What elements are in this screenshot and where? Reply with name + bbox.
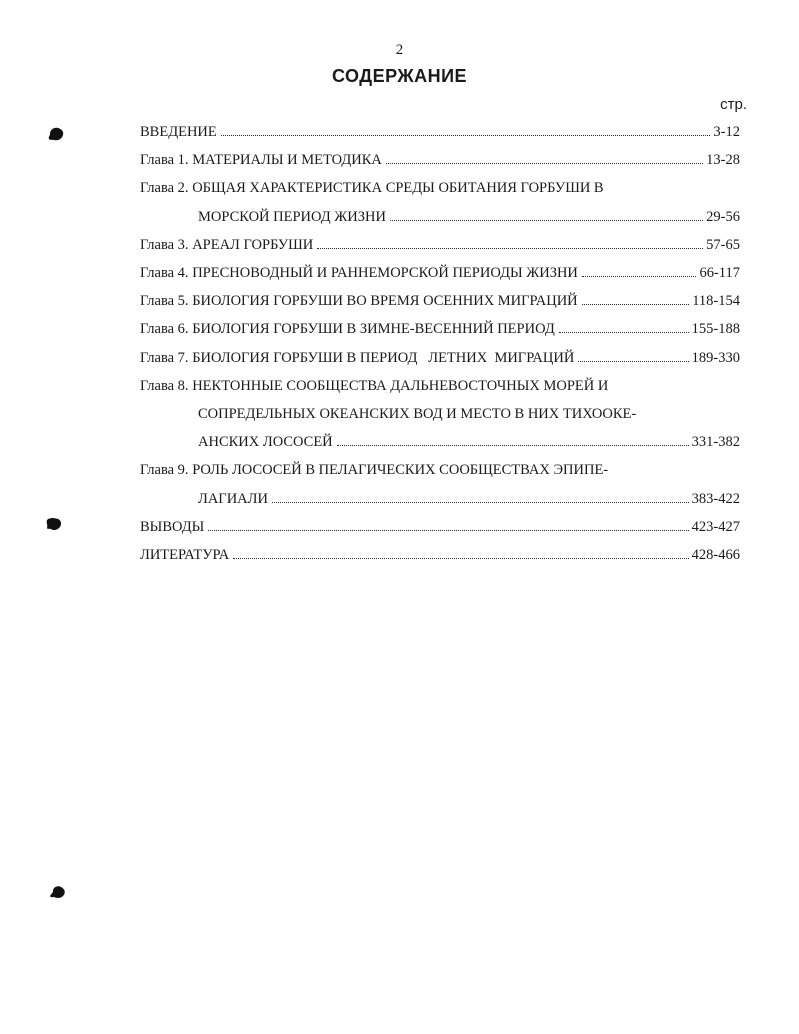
chapter-label: Глава 8.: [140, 377, 189, 394]
punch-hole-icon: [49, 884, 67, 900]
dot-leader: [582, 290, 690, 305]
toc-entry-title: НЕКТОННЫЕ СООБЩЕСТВА ДАЛЬНЕВОСТОЧНЫХ МОРЕЙ И: [192, 377, 609, 394]
toc-entry-line: [140, 177, 740, 199]
page-column-label: стр.: [720, 96, 747, 113]
toc-entry-title: АРЕАЛ ГОРБУШИ: [192, 236, 314, 253]
toc-page-range: 3-12: [713, 124, 740, 140]
chapter-label: Глава 7.: [140, 349, 189, 366]
dot-leader: [221, 121, 711, 136]
toc-page-range: 66-117: [699, 265, 740, 281]
toc-entry-line: [140, 121, 740, 143]
punch-hole-icon: [45, 516, 63, 532]
toc-entry-title: БИОЛОГИЯ ГОРБУШИ В ПЕРИОД ЛЕТНИХ МИГРАЦИЙ: [192, 349, 575, 366]
chapter-label: Глава 4.: [140, 265, 189, 281]
dot-leader: [337, 431, 689, 446]
toc-entry-title: БИОЛОГИЯ ГОРБУШИ ВО ВРЕМЯ ОСЕННИХ МИГРАЦИЙ: [192, 293, 578, 310]
dot-leader: [208, 516, 688, 531]
toc-entry-title: ВЫВОДЫ: [140, 518, 205, 535]
toc-page-range: 189-330: [691, 349, 740, 366]
toc-entry-line: [140, 262, 740, 284]
chapter-label: Глава 5.: [140, 293, 189, 310]
toc-entry-line: [140, 516, 740, 538]
toc-page-range: 428-466: [691, 547, 740, 563]
toc-entry-title: БИОЛОГИЯ ГОРБУШИ В ЗИМНЕ-ВЕСЕННИЙ ПЕРИОД: [192, 321, 555, 338]
dot-leader: [233, 544, 688, 559]
toc-entry-line: [198, 403, 740, 425]
toc-page-range: 13-28: [706, 152, 740, 169]
dot-leader: [582, 262, 697, 277]
toc-title: СОДЕРЖАНИЕ: [331, 66, 468, 86]
toc-entry-title: ВВЕДЕНИЕ: [140, 124, 217, 140]
toc-entry-title: ПРЕСНОВОДНЫЙ И РАННЕМОРСКОЙ ПЕРИОДЫ ЖИЗНИ: [192, 265, 578, 281]
toc-entry-title: СОПРЕДЕЛЬНЫХ ОКЕАНСКИХ ВОД И МЕСТО В НИХ ТИХООКЕ-: [198, 406, 637, 422]
toc-page-range: 57-65: [706, 236, 740, 253]
page-number: 2: [395, 42, 404, 58]
toc-entry-line: [140, 318, 740, 340]
dot-leader: [272, 488, 689, 503]
dot-leader: [559, 318, 689, 333]
toc-page-range: 118-154: [692, 293, 740, 310]
chapter-label: Глава 1.: [140, 152, 189, 169]
toc-entry-line: [140, 459, 740, 481]
toc-entry-line: [140, 544, 740, 566]
toc-page-range: 29-56: [706, 208, 740, 225]
toc-entry-line: [198, 206, 740, 228]
toc-entry-line: [140, 375, 740, 397]
toc-entry-line: [140, 347, 740, 369]
toc-entry-title: ЛИТЕРАТУРА: [140, 547, 230, 563]
toc-entry-line: [140, 149, 740, 171]
toc-entry-title: ЛАГИАЛИ: [198, 490, 268, 507]
toc-entry-title: РОЛЬ ЛОСОСЕЙ В ПЕЛАГИЧЕСКИХ СООБЩЕСТВАХ ЭПИПЕ-: [192, 462, 609, 479]
toc-page-range: 383-422: [691, 490, 740, 507]
toc-entry-line: [198, 431, 740, 453]
punch-hole-icon: [47, 126, 65, 142]
dot-leader: [386, 149, 703, 164]
toc-entry-title: ОБЩАЯ ХАРАКТЕРИСТИКА СРЕДЫ ОБИТАНИЯ ГОРБУШИ В: [192, 180, 604, 197]
chapter-label: Глава 2.: [140, 180, 189, 197]
toc-page-range: 423-427: [691, 518, 740, 535]
toc-entry-title: АНСКИХ ЛОСОСЕЙ: [198, 434, 333, 451]
chapter-label: Глава 9.: [140, 462, 189, 479]
toc-entry-title: МОРСКОЙ ПЕРИОД ЖИЗНИ: [198, 208, 386, 225]
chapter-label: Глава 3.: [140, 236, 189, 253]
toc-page-range: 331-382: [691, 434, 740, 451]
dot-leader: [317, 234, 703, 249]
chapter-label: Глава 6.: [140, 321, 189, 338]
toc-page-range: 155-188: [691, 321, 740, 338]
dot-leader: [578, 347, 688, 362]
toc-entry-line: [198, 488, 740, 510]
toc-entry-title: МАТЕРИАЛЫ И МЕТОДИКА: [192, 152, 382, 169]
toc-entry-line: [140, 290, 740, 312]
dot-leader: [390, 206, 703, 221]
toc-entry-line: [140, 234, 740, 256]
